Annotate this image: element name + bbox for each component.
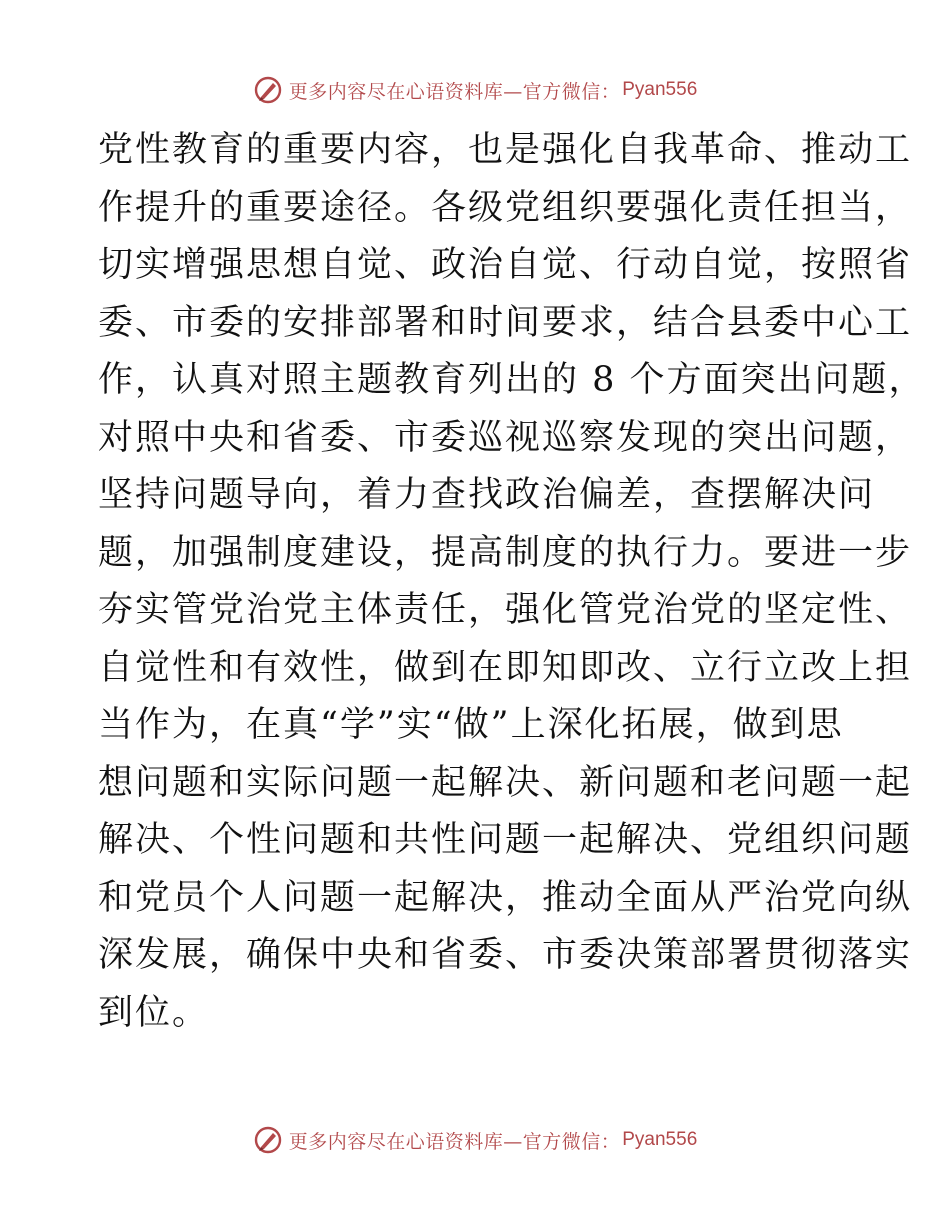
text-line: 对照中央和省委、市委巡视巡察发现的突出问题，	[98, 417, 913, 458]
text-line: 委、市委的安排部署和时间要求，结合县委中心工	[98, 302, 913, 343]
header-watermark	[0, 70, 950, 110]
watermark-id: Pyan556	[622, 1129, 698, 1150]
watermark-id: Pyan556	[622, 79, 698, 100]
watermark-text: 更多内容尽在心语资料库—官方微信：	[288, 80, 621, 103]
text-line: 夯实管党治党主体责任，强化管党治党的坚定性、	[98, 590, 913, 630]
text-line: 想问题和实际问题一起解决、新问题和老问题一起	[98, 762, 913, 803]
text-line: 坚持问题导向，着力查找政治偏差，查摆解决问	[98, 475, 876, 515]
text-line: 切实增强思想自觉、政治自觉、行动自觉，按照省	[98, 245, 913, 285]
text-line: 解决、个性问题和共性问题一起解决、党组织问题	[98, 820, 913, 860]
text-line: 深发展，确保中央和省委、市委决策部署贯彻落实	[98, 935, 913, 975]
text-line: 党性教育的重要内容，也是强化自我革命、推动工	[98, 130, 913, 170]
watermark-text: 更多内容尽在心语资料库—官方微信：	[288, 1130, 621, 1153]
text-line: 到位。	[98, 992, 210, 1033]
footer-watermark	[0, 1120, 950, 1160]
document-body	[98, 122, 926, 1042]
text-line: 作，认真对照主题教育列出的 8 个方面突出问题，	[98, 360, 926, 400]
text-line: 作提升的重要途径。各级党组织要强化责任担当，	[98, 187, 913, 228]
text-line: 当作为，在真“学”实“做”上深化拓展，做到思	[98, 705, 844, 745]
text-line: 题，加强制度建设，提高制度的执行力。要进一步	[98, 532, 913, 573]
pen-circle-logo-icon	[253, 1125, 283, 1155]
pen-circle-logo-icon	[253, 75, 283, 105]
text-line: 自觉性和有效性，做到在即知即改、立行立改上担	[98, 647, 913, 688]
text-line: 和党员个人问题一起解决，推动全面从严治党向纵	[98, 877, 913, 918]
